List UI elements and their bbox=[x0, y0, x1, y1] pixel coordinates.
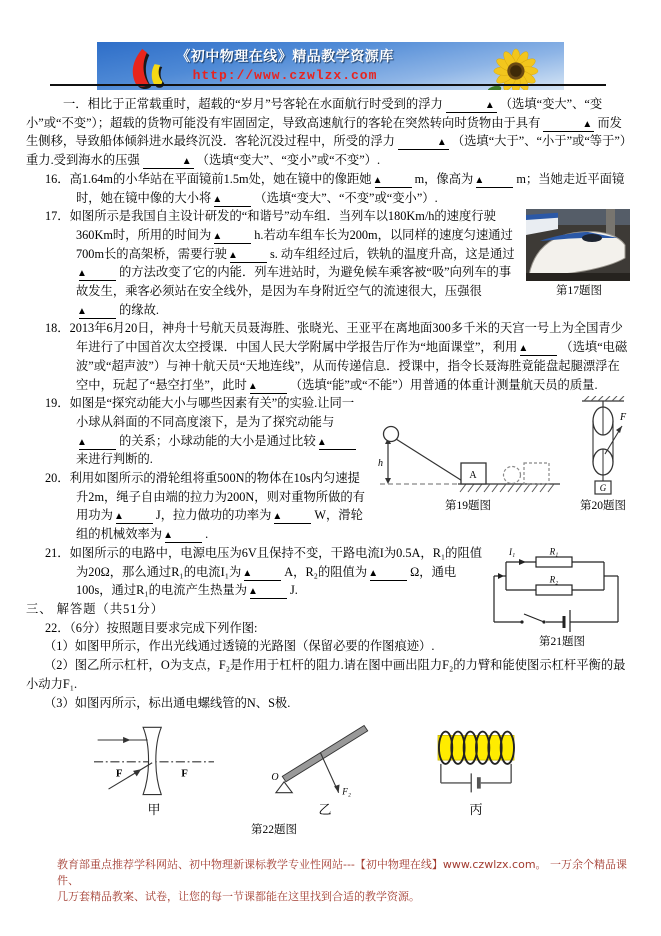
answer-blank: ▲ bbox=[79, 437, 116, 450]
pulley-system-diagram bbox=[574, 396, 632, 496]
circuit-r2-label: R₂ bbox=[549, 574, 559, 585]
question-22-part1: （1）如图甲所示，作出光线通过透镜的光路图（保留必要的作图痕迹）. bbox=[44, 639, 435, 654]
answer-blank: ▲ bbox=[79, 306, 116, 319]
question-21: 21．如图所示的电路中，电源电压为6V且保持不变，干路电流I为0.5A，R₁的阻值为20Ω，那么通过R₁的电流I₁为▲ A，R₂的阻值为▲ Ω，通电100s，通过R₁的电流产生热量为▲ J. bbox=[45, 545, 483, 598]
answer-blank: ▲ bbox=[143, 156, 194, 169]
footer-line-2: 几万套精品教案、试卷，让您的每一节课都能在这里找到合适的教学资源。 bbox=[57, 890, 420, 903]
footer-line-1: 教育部重点推荐学科网站、初中物理新课标教学专业性网站---【初中物理在线】www.czwlzx.com。 一万余个精品课件、 bbox=[57, 858, 628, 887]
question-15: 一．相比于正常载重时，超载的“岁月”号客轮在水面航行时受到的浮力 ▲ （选填“变大”、“变小”或“不变”）；超载的货物可能没有牢固固定，导致高速航行的客轮在突然转向时货物由于具有 ▲ 而发生侧移，导致船体倾斜进水最终沉没．客轮沉没过程中，所受的浮力 ▲ （选填“大于”、“小于”或“等于”）重力.受到海水的压强 ▲ （选填“变大”、“变小”或“不变”）. bbox=[26, 97, 626, 168]
question-22-intro: 22．（6分）按照题目要求完成下列作图: bbox=[45, 620, 258, 635]
answer-blank: ▲ bbox=[446, 100, 497, 113]
answer-blank: ▲ bbox=[319, 437, 356, 450]
question-18: 18．2013年6月20日，神舟十号航天员聂海胜、张晓光、王亚平在离地面300多千米的天宫一号上为全国青少年进行了中国首次太空授课．中国人民大学附属中学报告厅作为“地面课堂”，利用▲ （选填“电磁波”或“超声波”）与神十航天员“天地连线”，从而传递信息．授课中，指令长聂海胜竟能盘起腿漂浮在空中，玩起了“悬空打坐”，此时▲ （选填“能”或“不能”）用普通的体重计测量航天员的质量. bbox=[45, 321, 628, 392]
question-22-part3: （3）如图丙所示，标出通电螺线管的N、S极. bbox=[44, 695, 291, 710]
figure-22-lens-label: 甲 bbox=[147, 802, 161, 818]
answer-blank: ▲ bbox=[543, 119, 594, 132]
answer-blank: ▲ bbox=[79, 268, 116, 281]
pulley-force-label: F bbox=[620, 412, 627, 424]
answer-blank: ▲ bbox=[244, 568, 281, 581]
figure-19-caption: 第19题图 bbox=[445, 500, 491, 513]
answer-blank: ▲ bbox=[250, 381, 287, 394]
figure-20 bbox=[574, 396, 632, 516]
answer-blank: ▲ bbox=[214, 231, 251, 244]
answer-blank: ▲ bbox=[398, 137, 449, 150]
pulley-weight-label: G bbox=[599, 483, 607, 494]
answer-blank: ▲ bbox=[375, 175, 412, 188]
site-banner bbox=[97, 42, 564, 90]
answer-blank: ▲ bbox=[230, 250, 267, 263]
banner-url: http://www.czwlzx.com bbox=[192, 68, 378, 83]
figure-20-caption: 第20题图 bbox=[580, 500, 626, 513]
question-16: 16．高1.64m的小华站在平面镜前1.5m处，她在镜中的像距她▲ m，像高为▲ m；当她走近平面镜时，她在镜中像的大小将▲ （选填“变大”、“不变”或“变小”）. bbox=[45, 171, 625, 205]
incline-block-label: A bbox=[469, 470, 477, 482]
circuit-r1-label: R₁ bbox=[549, 546, 559, 557]
figure-19-20-group bbox=[374, 396, 632, 516]
question-17: 17．如图所示是我国自主设计研发的“和谐号”动车组．当列车以180Km/h的速度行驶360Km时，所用的时间为▲ h.若动车组车长为200m，以同样的速度匀速通过700m长的高架桥，需要行驶▲ s. 动车组经过后，铁轨的温度升高，这是通过▲ 的方法改变了它的内能．列车进站时，为避免候车乘客被“吸”向列车的事故发生，乘客必须站在安全线外，是因为车身附近空气的流速很大，压强很▲ 的缘故. bbox=[45, 209, 515, 317]
answer-blank: ▲ bbox=[370, 568, 407, 581]
solenoid-diagram bbox=[426, 724, 526, 800]
lever-fulcrum-label: O bbox=[271, 772, 279, 784]
figure-22-lens bbox=[84, 720, 224, 820]
question-20: 20．利用如图所示的滑轮组将重500N的物体在10s内匀速提升2m，绳子自由端的拉力为200N，则对重物所做的有用功为▲ J，拉力做功的功率为▲ W，滑轮组的机械效率为▲ . bbox=[45, 471, 365, 542]
lever-diagram bbox=[266, 720, 384, 800]
question-19: 19．如图是“探究动能大小与哪些因素有关”的实验.让同一小球从斜面的不同高度滚下，是为了探究动能与▲ 的关系；小球动能的大小是通过比较▲来进行判断的. bbox=[45, 396, 355, 467]
answer-blank: ▲ bbox=[116, 511, 153, 524]
figure-22-caption: 第22题图 bbox=[251, 823, 297, 836]
kinetic-energy-incline-diagram bbox=[374, 424, 562, 496]
figure-21-caption: 第21题图 bbox=[539, 635, 585, 648]
figure-17 bbox=[526, 209, 632, 301]
incline-height-label: h bbox=[378, 458, 383, 470]
figure-22-lever-label: 乙 bbox=[318, 802, 332, 818]
figure-22-lever bbox=[266, 720, 384, 820]
answer-blank: ▲ bbox=[274, 511, 311, 524]
lever-force-label: F₂ bbox=[342, 786, 351, 797]
concave-lens-diagram bbox=[84, 720, 224, 800]
answer-blank: ▲ bbox=[165, 530, 202, 543]
banner-title: 《初中物理在线》精品教学资源库 bbox=[176, 49, 394, 65]
train-photo bbox=[526, 209, 630, 281]
figure-22-group bbox=[84, 720, 632, 820]
answer-blank: ▲ bbox=[476, 175, 513, 188]
figure-22-solenoid-label: 丙 bbox=[469, 802, 483, 818]
exam-content bbox=[26, 95, 632, 840]
question-22-part2: （2）图乙所示杠杆，O为支点，F₂是作用于杠杆的阻力.请在图中画出阻力F₂的力臂和能使图示杠杆平衡的最小动力F₁. bbox=[26, 658, 626, 691]
figure-21 bbox=[492, 546, 632, 652]
lens-focus-left-label: F bbox=[115, 767, 123, 780]
circuit-current-label: I₁ bbox=[509, 546, 516, 557]
footer-promo bbox=[57, 857, 647, 905]
figure-19 bbox=[374, 424, 562, 516]
answer-blank: ▲ bbox=[250, 586, 287, 599]
answer-blank: ▲ bbox=[214, 194, 251, 207]
section-3-title: 三、 解答题（共51分） bbox=[26, 601, 165, 616]
circuit-diagram bbox=[492, 546, 626, 632]
header-divider bbox=[50, 84, 606, 86]
figure-22-solenoid bbox=[426, 724, 526, 820]
lens-focus-right-label: F bbox=[181, 767, 188, 780]
figure-17-caption: 第17题图 bbox=[556, 285, 602, 298]
answer-blank: ▲ bbox=[520, 343, 557, 356]
